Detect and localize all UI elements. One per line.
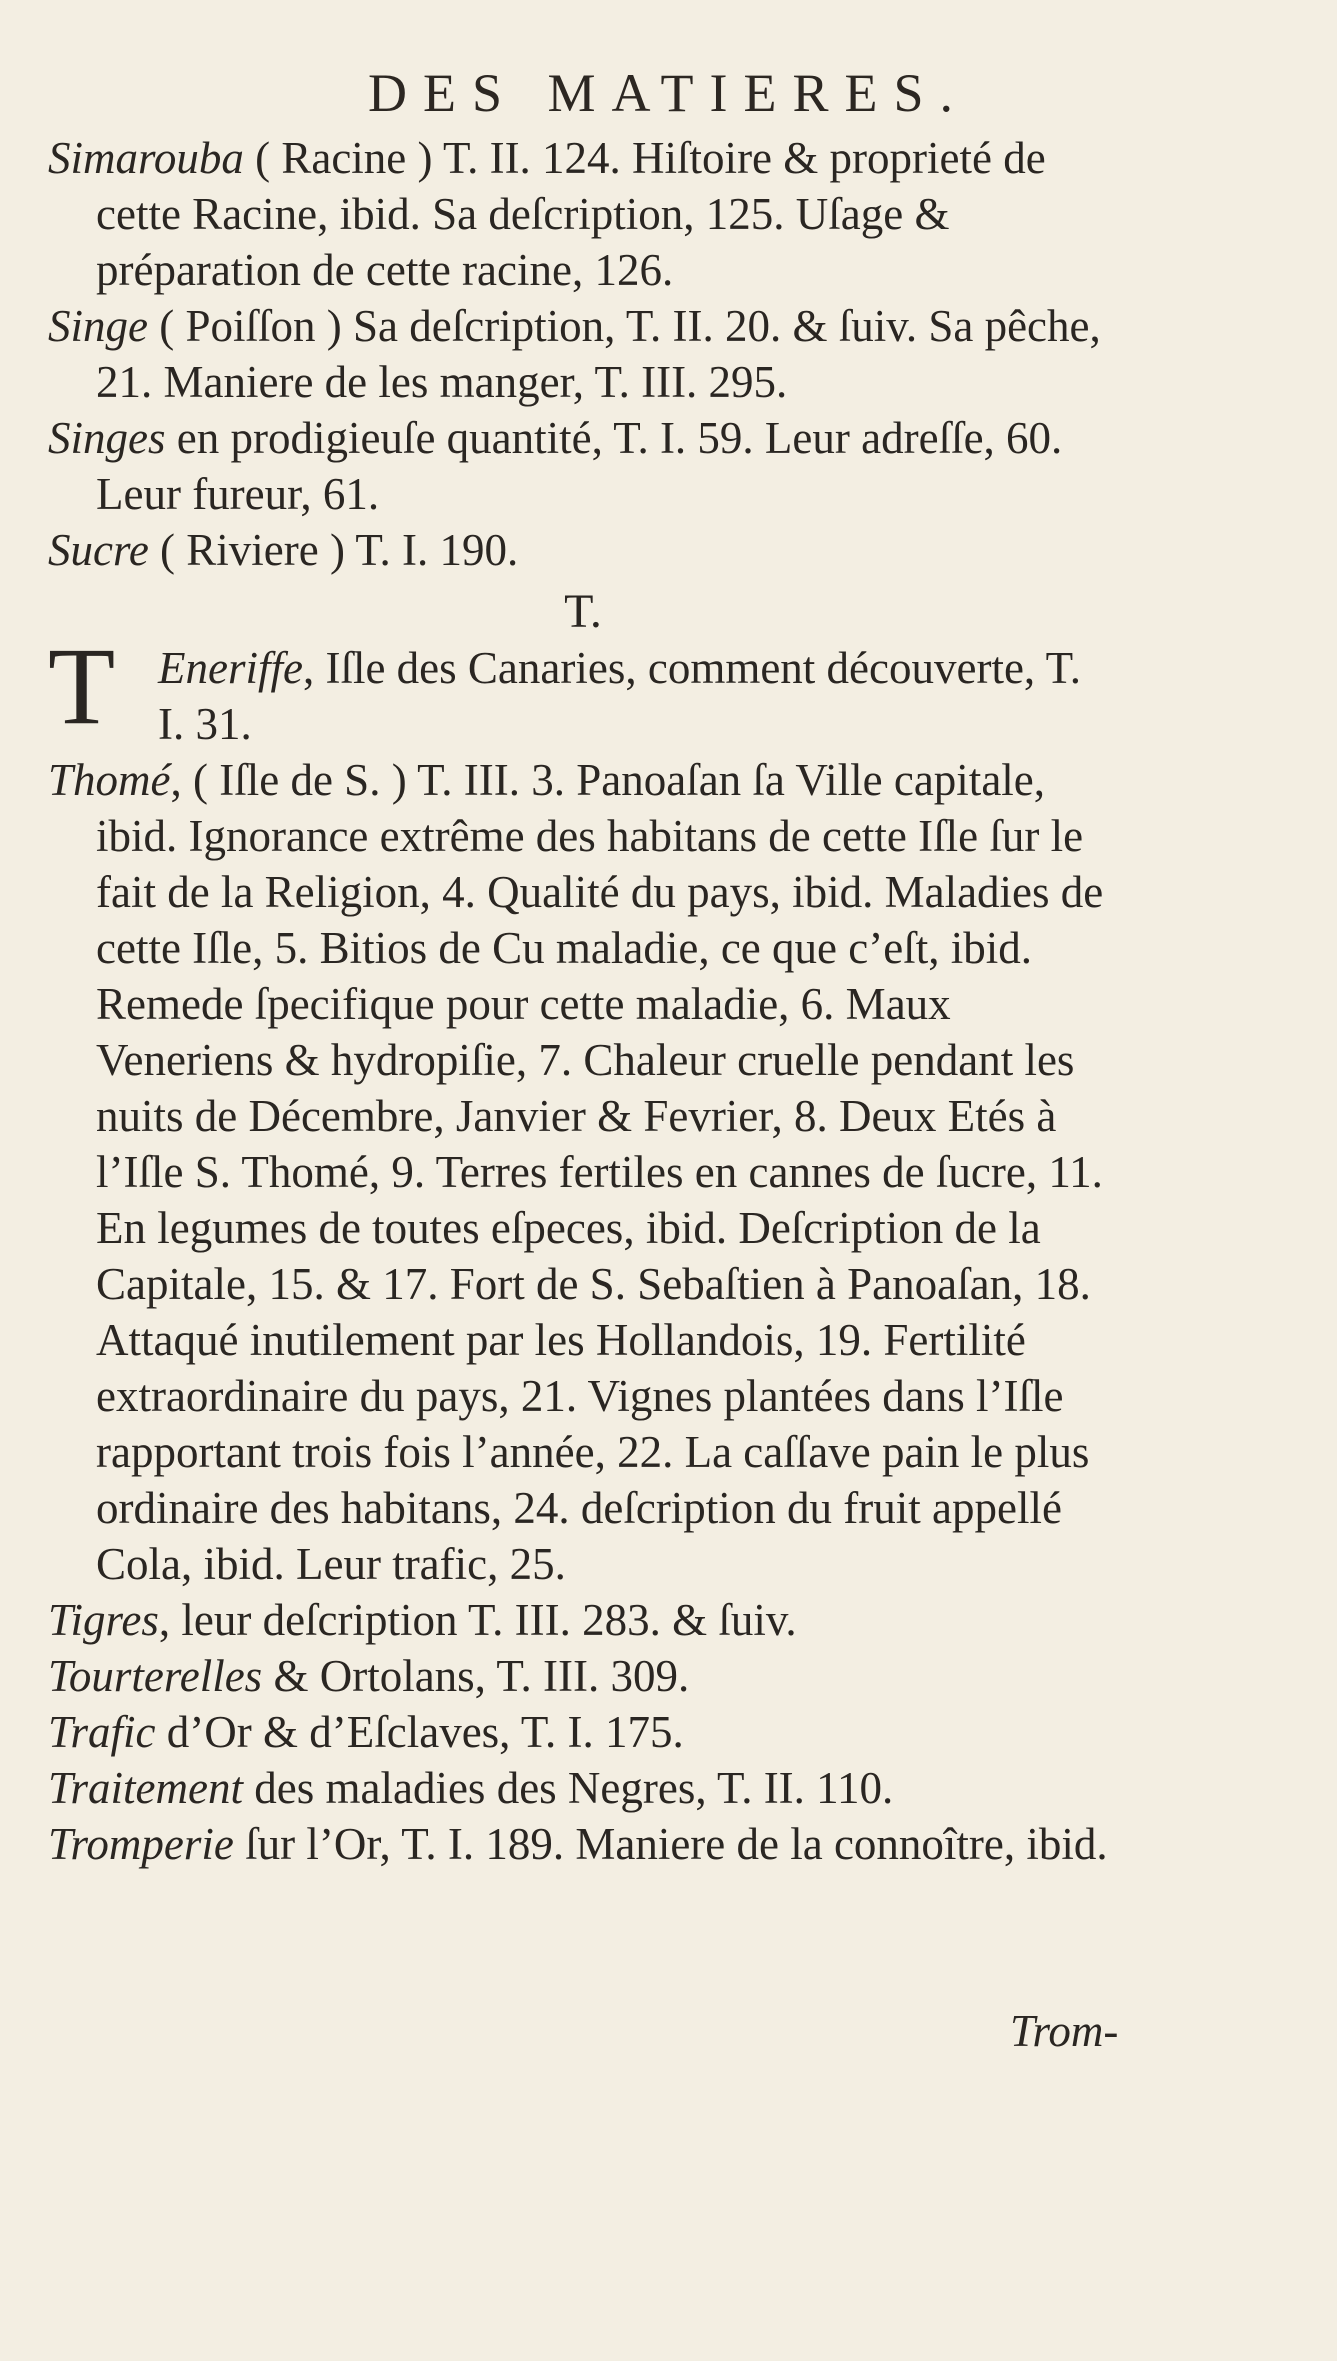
index-entry xyxy=(48,522,1118,578)
entry-text: , leur deſcription T. III. 283. & ſuiv. xyxy=(158,1595,797,1645)
entry-keyword: Thomé xyxy=(48,755,171,805)
entry-keyword: Simarouba xyxy=(48,133,244,183)
entry-text: ſur l’Or, T. I. 189. Maniere de la connoître, ibid. xyxy=(233,1819,1108,1869)
entry-keyword: Eneriffe xyxy=(158,643,303,693)
entry-keyword: Tromperie xyxy=(48,1819,234,1869)
entry-text: ( Poiſſon ) Sa deſcription, T. II. 20. & ſuiv. Sa pêche, 21. Maniere de les manger, T. III. 295. xyxy=(96,301,1101,407)
entry-text: d’Or & d’Eſclaves, T. I. 175. xyxy=(155,1707,684,1757)
section-letter: T. xyxy=(564,585,602,638)
entry-text: en prodigieuſe quantité, T. I. 59. Leur adreſſe, 60. Leur fureur, 61. xyxy=(96,413,1063,519)
entry-text: & Ortolans, T. III. 309. xyxy=(262,1651,690,1701)
index-entry xyxy=(48,298,1118,410)
entry-keyword: Sucre xyxy=(48,525,149,575)
entry-keyword: Traitement xyxy=(48,1763,244,1813)
entry-keyword: Tourterelles xyxy=(48,1651,263,1701)
entry-keyword: Singe xyxy=(48,301,148,351)
entry-keyword: Tigres xyxy=(48,1595,159,1645)
entry-keyword: Trafic xyxy=(48,1707,156,1757)
index-entry xyxy=(48,752,1118,1592)
entry-keyword: Singes xyxy=(48,413,166,463)
index-entry xyxy=(48,1816,1118,1872)
drop-cap: T xyxy=(48,625,116,747)
index-entry xyxy=(48,1648,1118,1704)
index-entry-dropcap xyxy=(48,625,1118,752)
index-entry xyxy=(48,130,1118,298)
catchword: Trom- xyxy=(1010,2006,1119,2056)
entry-text: ( Racine ) T. II. 124. Hiſtoire & proprieté de cette Racine, ibid. Sa deſcription, 125. Uſage & préparation de cette racine, 126. xyxy=(96,133,1046,295)
index-entry xyxy=(48,1760,1118,1816)
entry-text: , Iſle des Canaries, comment découverte, T. I. 31. xyxy=(158,643,1082,749)
index-entry xyxy=(48,1592,1118,1648)
index-entry xyxy=(48,410,1118,522)
entry-text: ( Riviere ) T. I. 190. xyxy=(148,525,519,575)
entry-text: des maladies des Negres, T. II. 110. xyxy=(243,1763,894,1813)
index-entry xyxy=(48,1704,1118,1760)
running-header: DES MATIERES. xyxy=(367,63,970,123)
index-column xyxy=(48,130,1118,1872)
entry-text: , ( Iſle de S. ) T. III. 3. Panoaſan ſa Ville capitale, ibid. Ignorance extrême des habitans de cette Iſle ſur le fait de la Religion, 4. Qualité du pays, ibid. Maladies de cette Iſle, 5. Bitios de Cu maladie, ce que c’eſt, ibid. Remede ſpecifique pour cette maladie, 6. Maux Veneriens & hydropiſie, 7. Chaleur cruelle pendant les nuits de Décembre, Janvier & Fevrier, 8. Deux Etés à l’Iſle S. Thomé, 9. Terres fertiles en cannes de ſucre, 11. En legumes de toutes eſpeces, ibid. Deſcription de la Capitale, 15. & 17. Fort de S. Sebaſtien à Panoaſan, 18. Attaqué inutilement par les Hollandois, 19. Fertilité extraordinaire du pays, 21. Vignes plantées dans l’Iſle rapportant trois fois l’année, 22. La caſſave pain le plus ordinaire des habitans, 24. deſcription du fruit appellé Cola, ibid. Leur trafic, 25. xyxy=(96,755,1104,1589)
